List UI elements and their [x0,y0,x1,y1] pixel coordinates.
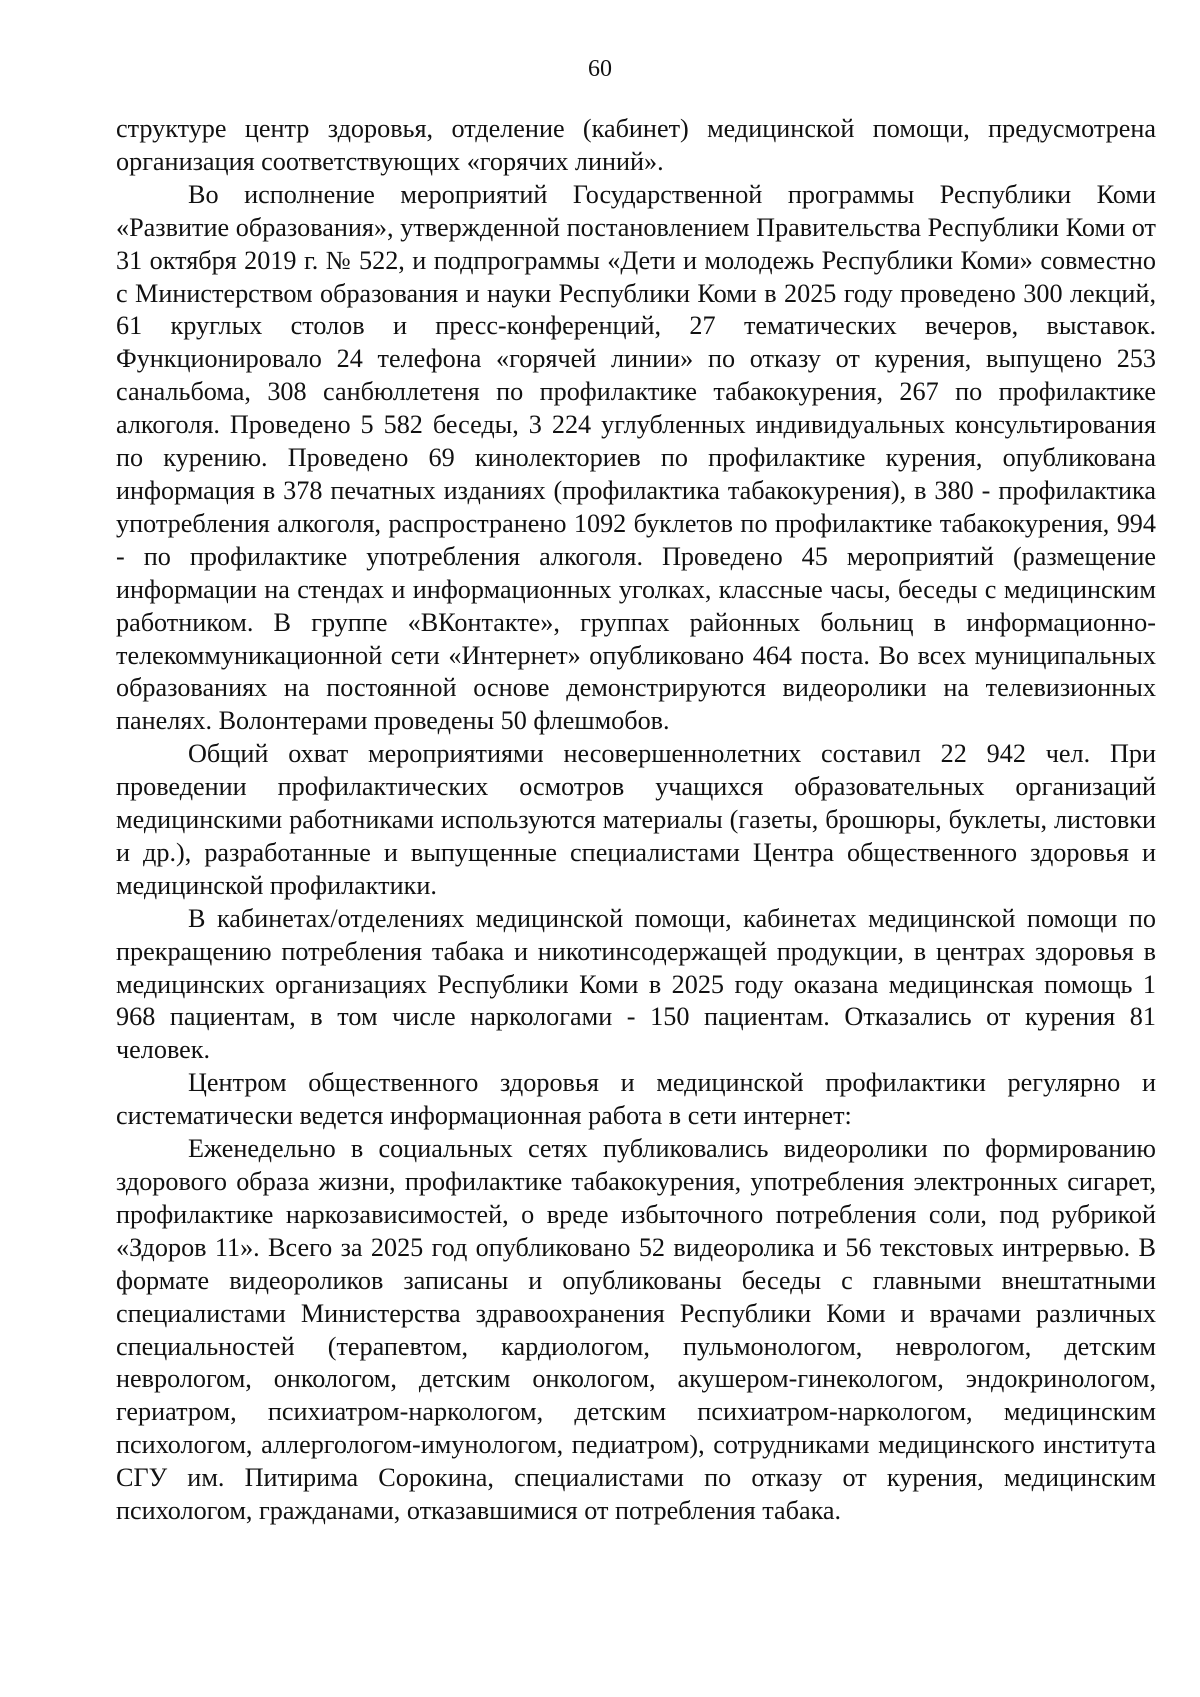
document-body [116,113,1156,1528]
paragraph-continuation: структуре центр здоровья, отделение (кабинет) медицинской помощи, предусмотрена организация соответствующих «горячих линий». [116,114,1156,176]
paragraph-internet-work: Центром общественного здоровья и медицинской профилактики регулярно и систематически ведется информационная работа в сети интернет: [116,1068,1156,1131]
page-number: 60 [588,56,612,82]
paragraph-program-activities: Во исполнение мероприятий Государственной программы Республики Коми «Развитие образования», утвержденной постановлением Правительства Республики Коми от 31 октября 2019 г. № 522, и подпрограммы «Дети и молодежь Республики Коми» совместно с Министерством образования и науки Республики Коми в 2025 году проведено 300 лекций, 61 круглых столов и пресс-конференций, 27 тематических вечеров, выставок. Функционировало 24 телефона «горячей линии» по отказу от курения, выпущено 253 санальбома, 308 санбюллетеня по профилактике табакокурения, 267 по профилактике алкоголя. Проведено 5 582 беседы, 3 224 углубленных индивидуальных консультирования по курению. Проведено 69 кинолекториев по профилактике курения, опубликована информация в 378 печатных изданиях (профилактика табакокурения), в 380 - профилактика употребления алкоголя, распространено 1092 буклетов по профилактике табакокурения, 994 - по профилактике употребления алкоголя. Проведено 45 мероприятий (размещение информации на стендах и информационных уголках, классные часы, беседы с медицинским работником. В группе «ВКонтакте», группах районных больниц в информационно-телекоммуникационной сети «Интернет» опубликовано 464 поста. Во всех муниципальных образованиях на постоянной основе демонстрируются видеоролики на телевизионных панелях. Волонтерами проведены 50 флешмобов. [116,179,1156,736]
paragraph-social-media: Еженедельно в социальных сетях публиковались видеоролики по формированию здорового образа жизни, профилактике табакокурения, употребления электронных сигарет, профилактике наркозависимостей, о вреде избыточного потребления соли, под рубрикой «Здоров 11». Всего за 2025 год опубликовано 52 видеоролика и 56 текстовых интрервью. В формате видеороликов записаны и опубликованы беседы с главными внештатными специалистами Министерства здравоохранения Республики Коми и врачами различных специальностей (терапевтом, кардиологом, пульмонологом, неврологом, детским неврологом, онкологом, детским онкологом, акушером-гинекологом, эндокринологом, гериатром, психиатром-наркологом, детским психиатром-наркологом, медицинским психологом, аллергологом-имунологом, педиатром), сотрудниками медицинского института СГУ им. Питирима Сорокина, специалистами по отказу от курения, медицинским психологом, гражданами, отказавшимися от потребления табака. [116,1134,1156,1526]
paragraph-medical-help: В кабинетах/отделениях медицинской помощи, кабинетах медицинской помощи по прекращению потребления табака и никотинсодержащей продукции, в центрах здоровья в медицинских организациях Республики Коми в 2025 году оказана медицинская помощь 1 968 пациентам, в том числе наркологами - 150 пациентам. Отказались от курения 81 человек. [116,903,1156,1065]
paragraph-coverage: Общий охват мероприятиями несовершеннолетних составил 22 942 чел. При проведении профилактических осмотров учащихся образовательных организаций медицинскими работниками используются материалы (газеты, брошюры, буклеты, листовки и др.), разработанные и выпущенные специалистами Центра общественного здоровья и медицинской профилактики. [116,739,1156,900]
